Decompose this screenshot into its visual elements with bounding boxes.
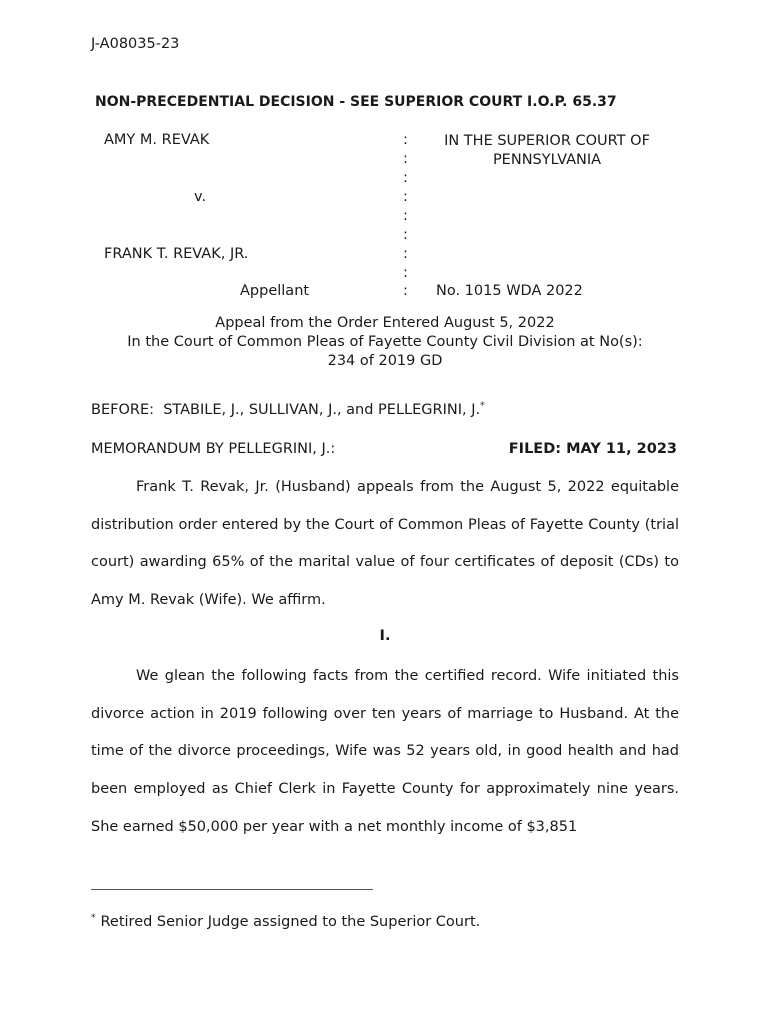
paragraph-2: We glean the following facts from the certified record. Wife initiated this divorce action in 2019 following over ten years of marriage to Husband. At the time of the divorce proceedings, Wife was 52 years old, in good health and had been employed as Chief Clerk in Fayette County for approximately nine years. She earned $50,000 per year with a net monthly income of $3,851 [91, 668, 679, 835]
decision-header: NON-PRECEDENTIAL DECISION - SEE SUPERIOR COURT I.O.P. 65.37 [95, 94, 617, 110]
caption-colon: : [403, 265, 408, 281]
plaintiff-name: AMY M. REVAK [104, 132, 210, 148]
appeal-line-2: In the Court of Common Pleas of Fayette County Civil Division at No(s): [127, 334, 643, 350]
appeal-line-1: Appeal from the Order Entered August 5, 2022 [215, 315, 555, 331]
footnote-reference: * [480, 401, 485, 411]
footnote [91, 913, 480, 930]
versus-label: v. [194, 189, 207, 205]
caption-colon: : [403, 189, 408, 205]
caption-colon: : [403, 227, 408, 243]
defendant-name: FRANK T. REVAK, JR. [104, 246, 249, 262]
caption-colon: : [403, 246, 408, 262]
court-line-2: PENNSYLVANIA [492, 152, 602, 168]
footnote-marker: * [91, 913, 96, 923]
paragraph-1: Frank T. Revak, Jr. (Husband) appeals from the August 5, 2022 equitable distribution order entered by the Court of Common Pleas of Fayette County (trial court) awarding 65% of the marital value of four certificates of deposit (CDs) to Amy M. Revak (Wife). We affirm. [91, 479, 679, 609]
footnote-text: Retired Senior Judge assigned to the Superior Court. [100, 914, 481, 930]
caption-colon: : [403, 208, 408, 224]
document-id: J-A08035-23 [91, 36, 180, 52]
filed-date: FILED: MAY 11, 2023 [508, 441, 677, 457]
appeal-line-3: 234 of 2019 GD [327, 353, 443, 369]
section-heading: I. [379, 628, 391, 644]
docket-number: No. 1015 WDA 2022 [436, 283, 583, 299]
memorandum-author: MEMORANDUM BY PELLEGRINI, J.: [91, 441, 336, 457]
caption-colon: : [403, 283, 408, 299]
footnote-divider [91, 889, 373, 890]
court-name [436, 132, 658, 170]
caption-colon: : [403, 170, 408, 186]
caption-colon: : [403, 151, 408, 167]
panel-line [91, 401, 485, 418]
appellant-label: Appellant [240, 283, 310, 299]
appeal-info [91, 314, 679, 371]
caption-colon: : [403, 132, 408, 148]
court-line-1: IN THE SUPERIOR COURT OF [444, 133, 650, 149]
panel-judges: BEFORE: STABILE, J., SULLIVAN, J., and PELLEGRINI, J. [91, 402, 481, 418]
